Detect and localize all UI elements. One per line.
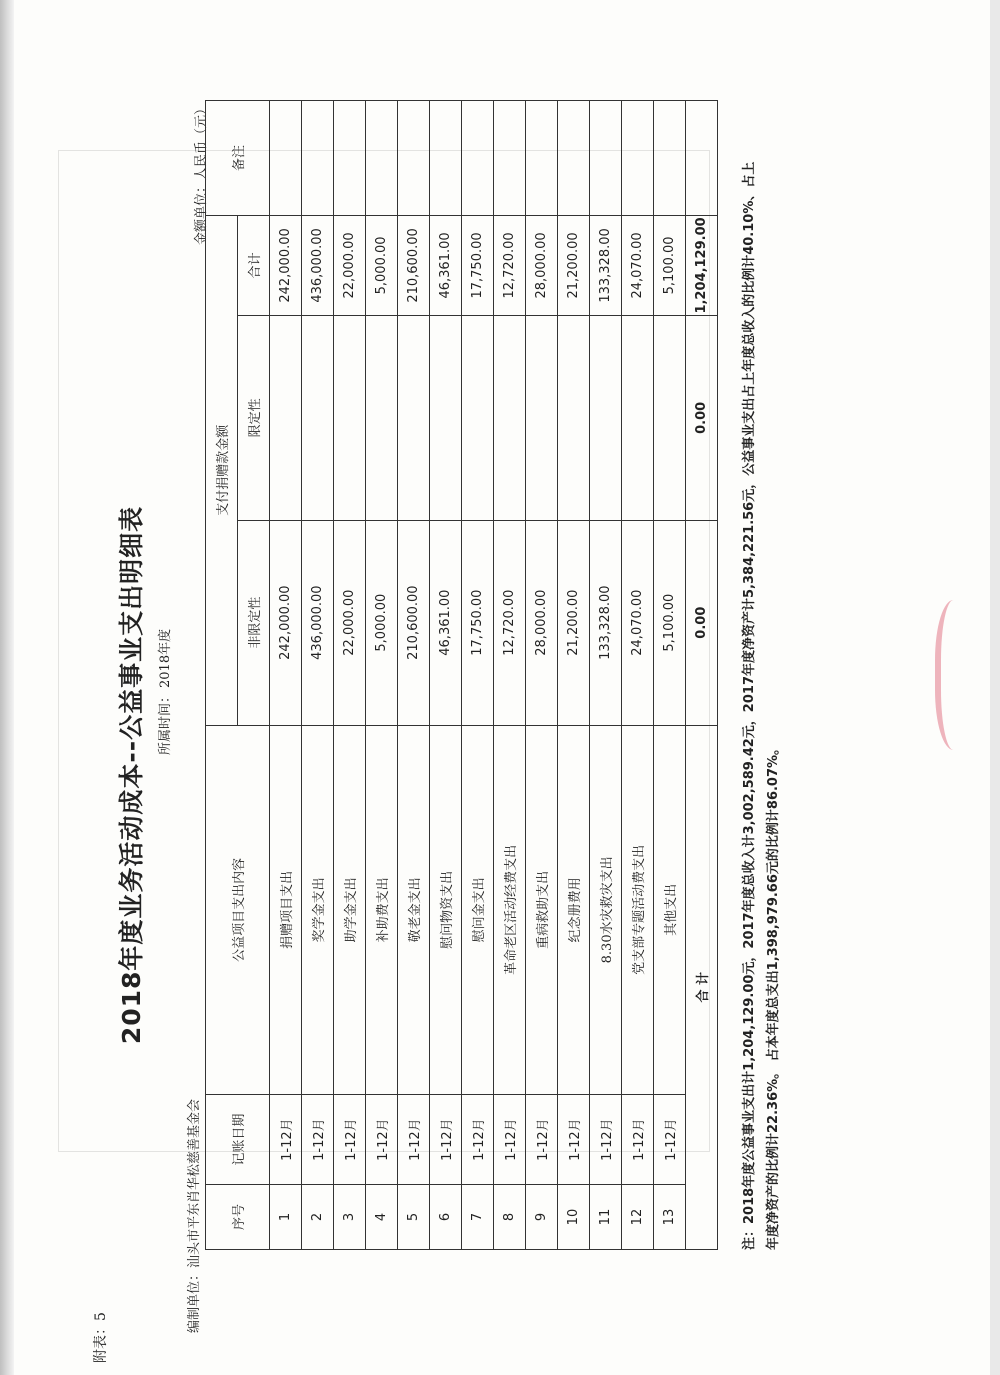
- row-date: 1-12月: [526, 1095, 558, 1185]
- header-row: [206, 101, 238, 1250]
- table-row: [270, 101, 302, 1250]
- row-content: 8.30水灾救灾支出: [590, 725, 622, 1095]
- row-total: 17,750.00: [462, 215, 494, 315]
- row-date: 1-12月: [366, 1095, 398, 1185]
- row-restricted: [558, 315, 590, 520]
- table-row: [302, 101, 334, 1250]
- header-non-restricted: 非限定性: [238, 520, 270, 725]
- period-label: 所属时间：: [158, 689, 173, 755]
- footnote-line-1: 注：2018年度公益事业支出计1,204,129.00元，2017年度总收入计3,002,589.42元，2017年度净资产计5,384,221.56元，公益事业支出占上年度总收入的比例计40.10%、占上: [742, 161, 757, 1250]
- row-date: 1-12月: [590, 1095, 622, 1185]
- row-non-restricted: 5,100.00: [654, 520, 686, 725]
- row-remark: [654, 101, 686, 216]
- table-row: [590, 101, 622, 1250]
- row-total: 24,070.00: [622, 215, 654, 315]
- row-date: 1-12月: [270, 1095, 302, 1185]
- row-non-restricted: 436,000.00: [302, 520, 334, 725]
- period-value: 2018年度: [158, 628, 173, 688]
- row-restricted: [270, 315, 302, 520]
- header-total: 合计: [238, 215, 270, 315]
- row-remark: [494, 101, 526, 216]
- row-non-restricted: 210,600.00: [398, 520, 430, 725]
- row-non-restricted: 242,000.00: [270, 520, 302, 725]
- row-non-restricted: 22,000.00: [334, 520, 366, 725]
- header-remark: 备注: [206, 101, 270, 216]
- row-seq: 5: [398, 1185, 430, 1250]
- header-restricted: 限定性: [238, 315, 270, 520]
- row-date: 1-12月: [622, 1095, 654, 1185]
- row-remark: [398, 101, 430, 216]
- org-label: 编制单位：: [187, 1267, 202, 1333]
- row-remark: [462, 101, 494, 216]
- row-date: 1-12月: [302, 1095, 334, 1185]
- row-content: 重病救助支出: [526, 725, 558, 1095]
- period: [154, 629, 173, 755]
- row-total: 133,328.00: [590, 215, 622, 315]
- row-date: 1-12月: [334, 1095, 366, 1185]
- row-restricted: [654, 315, 686, 520]
- row-remark: [590, 101, 622, 216]
- currency-label: 金额单位：: [194, 179, 209, 245]
- attachment-label: 附表：5: [93, 1312, 109, 1363]
- row-remark: [526, 101, 558, 216]
- row-restricted: [462, 315, 494, 520]
- expense-table: [205, 100, 718, 1250]
- header-payment: 支付捐赠款金额: [206, 215, 238, 725]
- row-total: 28,000.00: [526, 215, 558, 315]
- row-content: 助学金支出: [334, 725, 366, 1095]
- row-content: 慰问物资支出: [430, 725, 462, 1095]
- table-row: [622, 101, 654, 1250]
- row-date: 1-12月: [558, 1095, 590, 1185]
- row-total: 22,000.00: [334, 215, 366, 315]
- table-row: [494, 101, 526, 1250]
- row-content: 其他支出: [654, 725, 686, 1095]
- row-content: 慰问金支出: [462, 725, 494, 1095]
- currency-value: 人民币（元）: [194, 101, 209, 180]
- row-non-restricted: 17,750.00: [462, 520, 494, 725]
- row-date: 1-12月: [430, 1095, 462, 1185]
- row-content: 敬老金支出: [398, 725, 430, 1095]
- header-content: 公益项目支出内容: [206, 725, 270, 1095]
- row-date: 1-12月: [398, 1095, 430, 1185]
- total-amount: 1,204,129.00: [686, 215, 718, 315]
- row-seq: 6: [430, 1185, 462, 1250]
- row-total: 436,000.00: [302, 215, 334, 315]
- row-seq: 4: [366, 1185, 398, 1250]
- table-row: [430, 101, 462, 1250]
- row-seq: 10: [558, 1185, 590, 1250]
- row-restricted: [398, 315, 430, 520]
- organization: [183, 1099, 202, 1333]
- row-restricted: [494, 315, 526, 520]
- header-date: 记账日期: [206, 1095, 270, 1185]
- row-total: 242,000.00: [270, 215, 302, 315]
- table-body: [270, 101, 686, 1250]
- table-row: [654, 101, 686, 1250]
- total-label: 合 计: [686, 725, 718, 1249]
- row-seq: 3: [334, 1185, 366, 1250]
- total-remark: [686, 101, 718, 216]
- row-seq: 11: [590, 1185, 622, 1250]
- row-remark: [334, 101, 366, 216]
- row-non-restricted: 133,328.00: [590, 520, 622, 725]
- row-seq: 9: [526, 1185, 558, 1250]
- footnote-line-2: 年度净资产的比例计22.36%。 占本年度总支出1,398,979.66元的比例计86.07%。: [766, 741, 781, 1250]
- row-restricted: [430, 315, 462, 520]
- row-remark: [558, 101, 590, 216]
- row-content: 党支部专题活动费支出: [622, 725, 654, 1095]
- row-non-restricted: 21,200.00: [558, 520, 590, 725]
- row-content: 纪念册费用: [558, 725, 590, 1095]
- row-seq: 7: [462, 1185, 494, 1250]
- row-total: 5,100.00: [654, 215, 686, 315]
- total-restricted: 0.00: [686, 315, 718, 520]
- row-remark: [622, 101, 654, 216]
- row-content: 补助费支出: [366, 725, 398, 1095]
- row-total: 210,600.00: [398, 215, 430, 315]
- row-non-restricted: 12,720.00: [494, 520, 526, 725]
- header-seq: 序号: [206, 1185, 270, 1250]
- row-non-restricted: 28,000.00: [526, 520, 558, 725]
- document-title: 2018年度业务活动成本--公益事业支出明细表: [117, 505, 146, 1045]
- row-total: 5,000.00: [366, 215, 398, 315]
- row-remark: [366, 101, 398, 216]
- row-seq: 1: [270, 1185, 302, 1250]
- row-total: 12,720.00: [494, 215, 526, 315]
- total-non-restricted: 0.00: [686, 520, 718, 725]
- org-name: 汕头市平东肖华松慈善基金会: [187, 1098, 202, 1268]
- row-non-restricted: 24,070.00: [622, 520, 654, 725]
- row-restricted: [526, 315, 558, 520]
- row-date: 1-12月: [494, 1095, 526, 1185]
- table-row: [526, 101, 558, 1250]
- table-row: [398, 101, 430, 1250]
- total-row: [686, 101, 718, 1250]
- row-date: 1-12月: [654, 1095, 686, 1185]
- row-seq: 2: [302, 1185, 334, 1250]
- row-restricted: [302, 315, 334, 520]
- row-seq: 13: [654, 1185, 686, 1250]
- footnote: [738, 90, 786, 1250]
- row-seq: 8: [494, 1185, 526, 1250]
- row-remark: [302, 101, 334, 216]
- row-restricted: [334, 315, 366, 520]
- row-restricted: [622, 315, 654, 520]
- table-row: [558, 101, 590, 1250]
- row-remark: [430, 101, 462, 216]
- table-row: [366, 101, 398, 1250]
- row-restricted: [366, 315, 398, 520]
- table-row: [462, 101, 494, 1250]
- row-content: 奖学金支出: [302, 725, 334, 1095]
- row-seq: 12: [622, 1185, 654, 1250]
- row-non-restricted: 46,361.00: [430, 520, 462, 725]
- row-restricted: [590, 315, 622, 520]
- row-content: 捐赠项目支出: [270, 725, 302, 1095]
- row-remark: [270, 101, 302, 216]
- row-non-restricted: 5,000.00: [366, 520, 398, 725]
- row-total: 46,361.00: [430, 215, 462, 315]
- table-row: [334, 101, 366, 1250]
- row-date: 1-12月: [462, 1095, 494, 1185]
- row-total: 21,200.00: [558, 215, 590, 315]
- row-content: 革命老区活动经费支出: [494, 725, 526, 1095]
